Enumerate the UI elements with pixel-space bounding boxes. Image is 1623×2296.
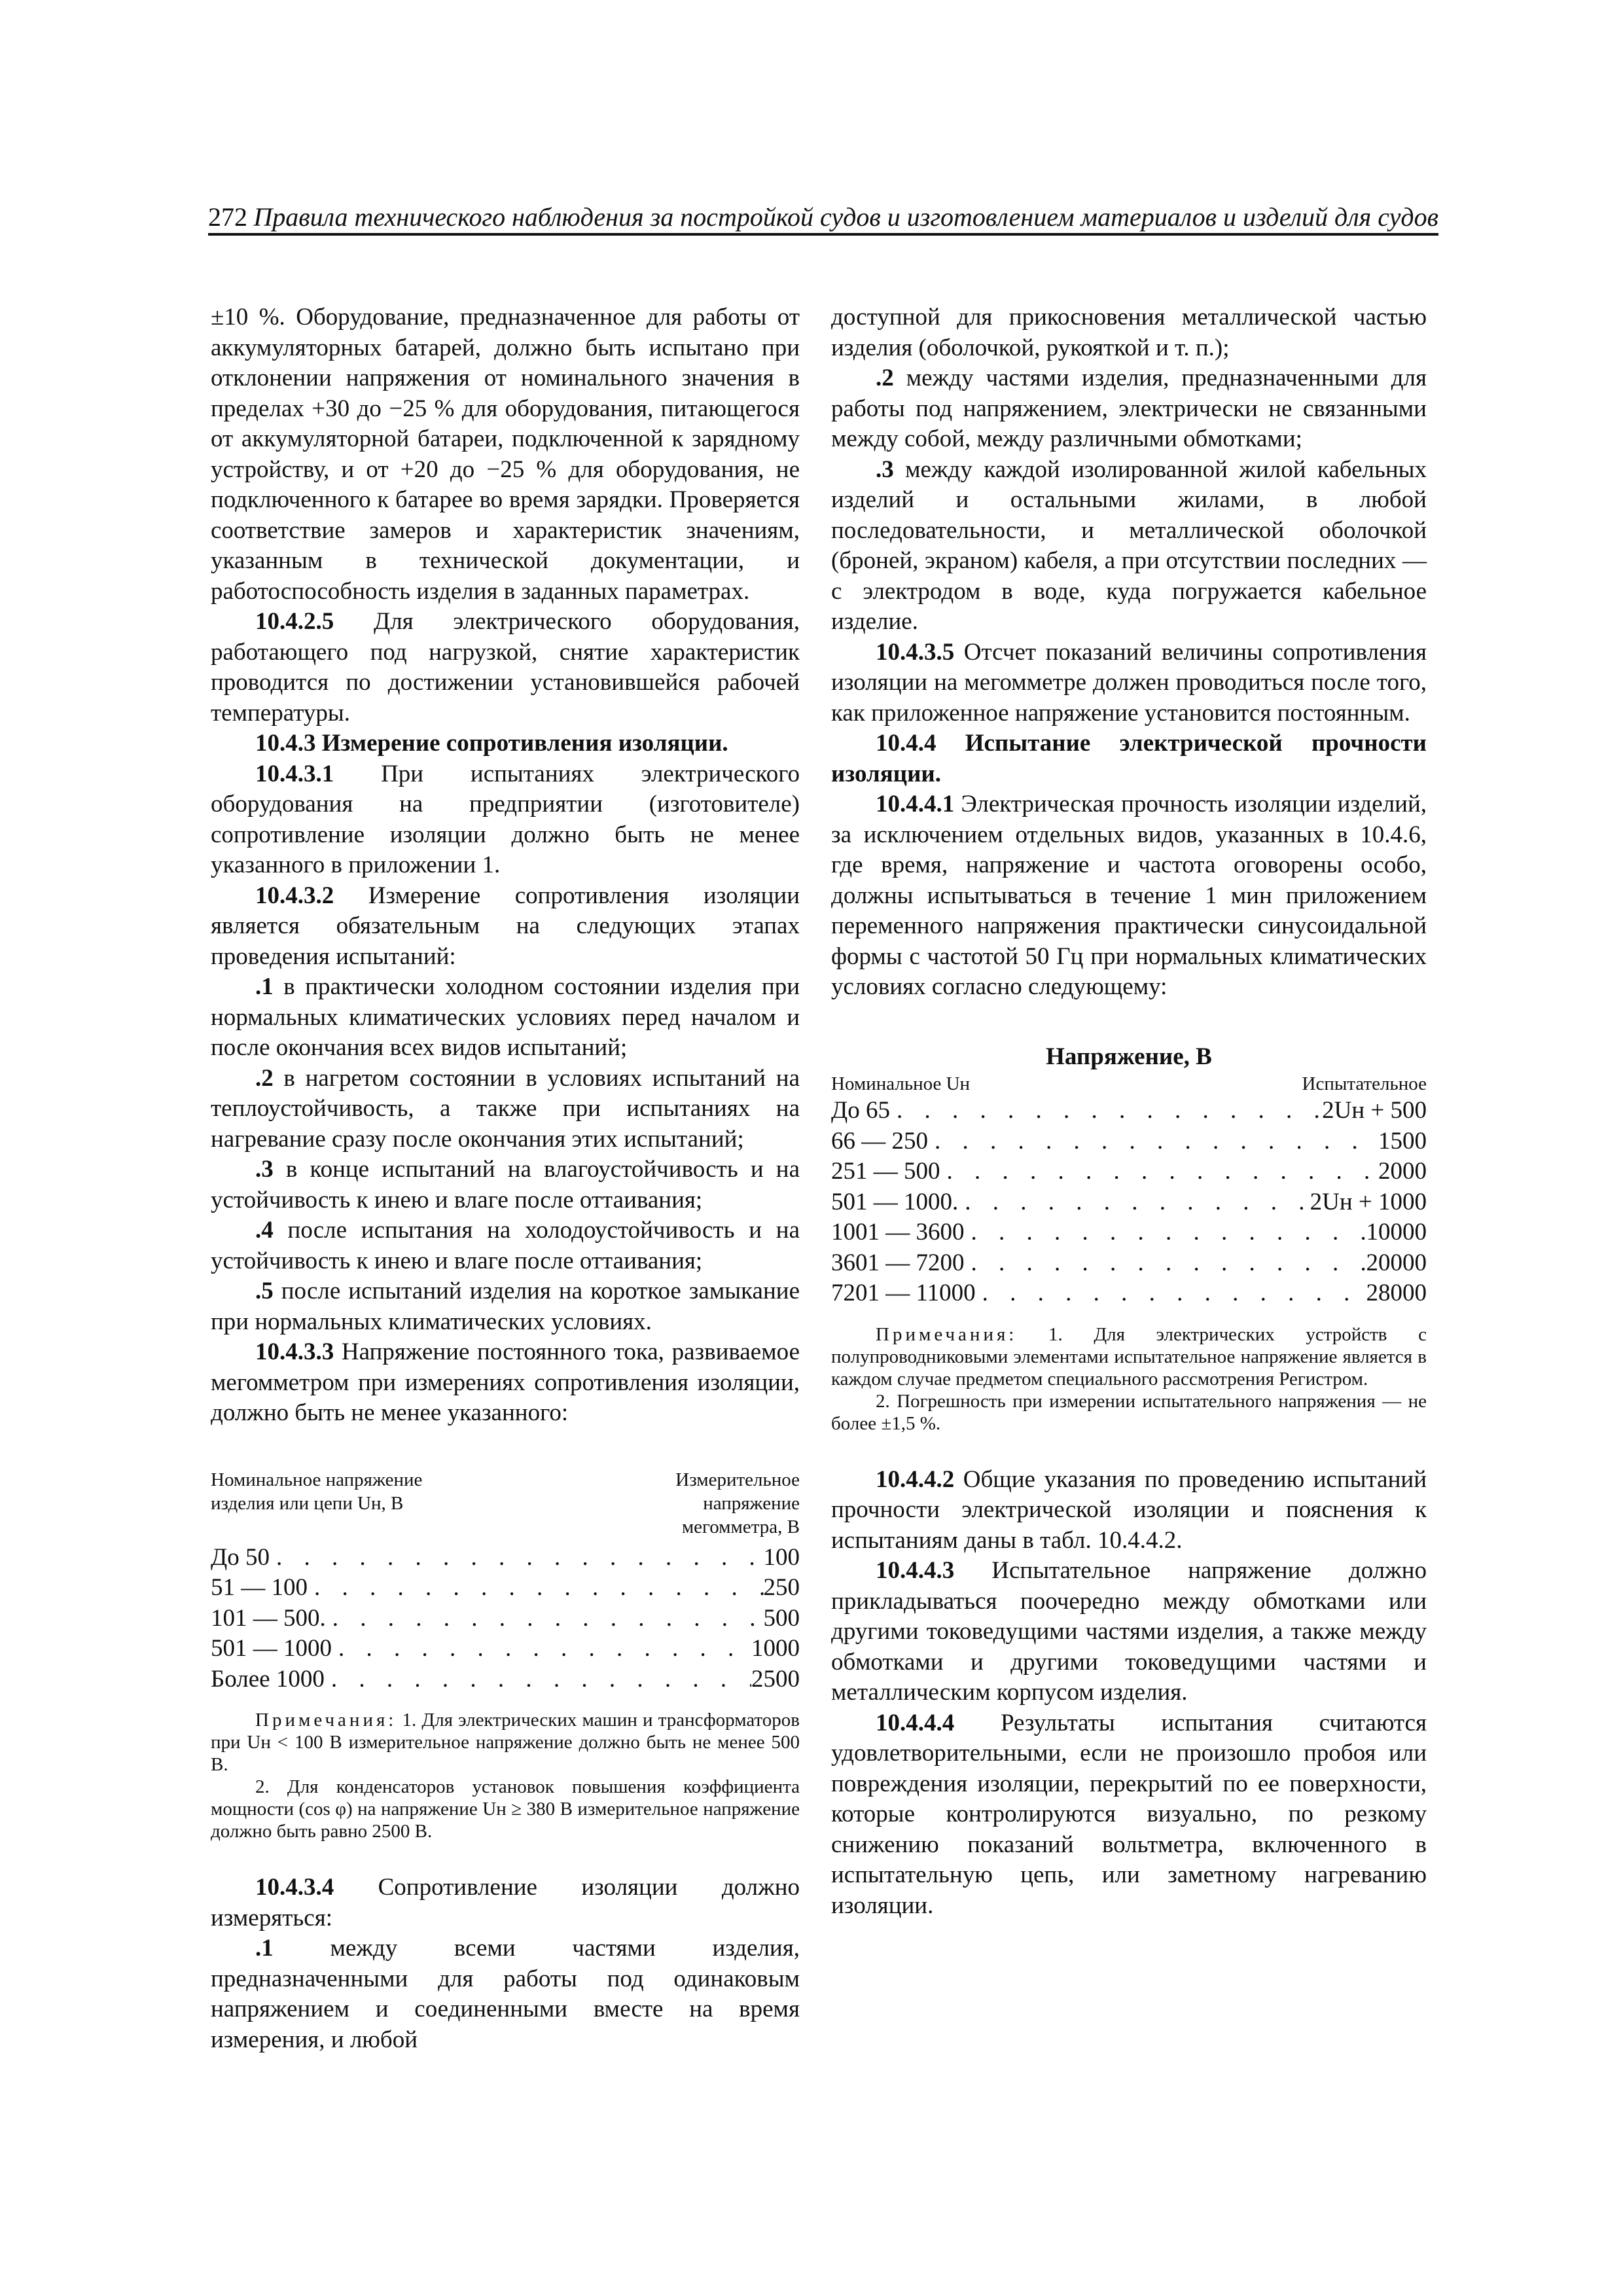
table-row: Более 1000 . . . 2500 xyxy=(211,1664,800,1695)
list-item: .4 после испытания на холодоустойчивость и на устойчивость к инею и влаге после оттаивания; xyxy=(211,1217,800,1274)
paragraph-10-4-3-3: 10.4.3.3 Напряжение постоянного тока, развиваемое мегомметром при измерениях сопротивления изоляции, должно быть не менее указанного: xyxy=(211,1338,800,1426)
paragraph-10-4-3-1: 10.4.3.1 При испытаниях электрического оборудования на предприятии (изготовителе) сопротивление изоляции должно быть не менее указанного в приложении 1. xyxy=(211,760,800,878)
megger-table xyxy=(211,1543,800,1695)
paragraph-10-4-3-5: 10.4.3.5 Отсчет показаний величины сопротивления изоляции на мегомметре должен проводиться после того, как приложенное напряжение установится постоянным. xyxy=(831,638,1427,726)
table-row: 101 — 500. . . . 500 xyxy=(211,1604,800,1634)
clause-number: 10.4.4.2 xyxy=(876,1465,955,1493)
table-row: 251 — 500 . . . 2000 xyxy=(831,1157,1427,1187)
clause-number: 10.4.4.3 xyxy=(876,1557,955,1584)
test-voltage-table xyxy=(831,1096,1427,1309)
clause-number: 10.4.3.5 xyxy=(876,638,955,666)
paragraph-10-4-4-1: 10.4.4.1 Электрическая прочность изоляции изделий, за исключением отдельных видов, указанных в 10.4.6, где время, напряжение и частота оговорены особо, должны испытываться в течение 1 мин приложением переменного напряжения практически синусоидальной формы с частотой 50 Гц при нормальных климатических условиях согласно следующему: xyxy=(831,791,1427,1000)
table-notes: Примечания: 1. Для электрических устройств с полупроводниковыми элементами испытательное напряжение является в каждом случае предметом специального рассмотрения Регистром. 2. Погрешность при измерении испытательного напряжения — не более ±1,5 %. xyxy=(831,1323,1427,1434)
table-notes: Примечания: 1. Для электрических машин и трансформаторов при Uн < 100 В измерительное напряжение должно быть не менее 500 В. 2. Для конденсаторов установок повышения коэффициента мощности (cos φ) на напряжение Uн ≥ 380 В измерительное напряжение должно быть равно 2500 В. xyxy=(211,1710,800,1842)
clause-number: 10.4.3.4 xyxy=(255,1874,334,1901)
clause-number: 10.4.3.1 xyxy=(255,760,334,787)
paragraph: ±10 %. Оборудование, предназначенное для работы от аккумуляторных батарей, должно быть испытано при отклонении напряжения от номинального значения в пределах +30 до −25 % для оборудования, питающегося от аккумуляторной батареи, подключенной к зарядному устройству, и от +20 до −25 % для оборудования, не подключенного к батарее во время зарядки. Проверяется соответствие замеров и характеристик значениям, указанным в технической документации, и работоспособность изделия в заданных параметрах. xyxy=(211,304,800,605)
list-item: .1 между всеми частями изделия, предназначенными для работы под одинаковым напряжением и соединенными вместе на время измерения, и любой xyxy=(211,1935,800,2053)
list-item: .5 после испытаний изделия на короткое замыкание при нормальных климатических условиях. xyxy=(211,1278,800,1335)
paragraph-10-4-4-4: 10.4.4.4 Результаты испытания считаются удовлетворительными, если не произошло пробоя или повреждения изоляции, перекрытий по ее поверхности, которые контролируются визуально, по резкому снижению показаний вольтметра, включенного в испытательную цепь, или заметному нагреванию изоляции. xyxy=(831,1709,1427,1919)
clause-number: 10.4.3.3 xyxy=(255,1338,334,1365)
list-item: .3 между каждой изолированной жилой кабельных изделий и остальными жилами, в любой последовательности, и металлической оболочкой (броней, экраном) кабеля, а при отсутствии последних — с электродом в воде, куда погружается кабельное изделие. xyxy=(831,456,1427,635)
table-row: 501 — 1000. . . . 2Uн + 1000 xyxy=(831,1187,1427,1218)
section-heading-10-4-4: 10.4.4 Испытание электрической прочности изоляции. xyxy=(831,730,1427,787)
test-voltage-table-title: Напряжение, В xyxy=(1046,1043,1212,1070)
left-column xyxy=(211,302,800,2055)
table-row: 51 — 100 . . . 250 xyxy=(211,1573,800,1604)
test-voltage-table-header: Номинальное Uн Испытательное xyxy=(831,1073,1427,1094)
page-header xyxy=(208,196,1438,234)
header-rule xyxy=(208,233,1438,236)
table-row: 7201 — 11000 . . . 28000 xyxy=(831,1278,1427,1309)
list-item: .2 между частями изделия, предназначенными для работы под напряжением, электрически не связанными между собой, между различными обмотками; xyxy=(831,365,1427,452)
table-row: До 50 . . . 100 xyxy=(211,1543,800,1573)
table-row: 66 — 250 . . . 1500 xyxy=(831,1126,1427,1157)
paragraph-10-4-2-5: 10.4.2.5 Для электрического оборудования, работающего под нагрузкой, снятие характеристик проводится по достижении установившейся рабочей температуры. xyxy=(211,608,800,726)
paragraph-10-4-4-3: 10.4.4.3 Испытательное напряжение должно прикладываться поочередно между обмотками или другими токоведущими частями изделия, а также между обмотками и другими токоведущими частями и металлическим корпусом изделия. xyxy=(831,1557,1427,1706)
list-item: .3 в конце испытаний на влагоустойчивость и на устойчивость к инею и влаге после оттаивания; xyxy=(211,1156,800,1213)
paragraph-10-4-3-2: 10.4.3.2 Измерение сопротивления изоляции является обязательным на следующих этапах проведения испытаний: xyxy=(211,882,800,970)
clause-number: 10.4.4.4 xyxy=(876,1709,955,1736)
megger-table-header: Номинальное напряжение изделия или цепи Uн, В Измерительное напряжение мегомметра, В xyxy=(211,1469,800,1537)
clause-number: 10.4.3.2 xyxy=(255,882,334,909)
list-item: .1 в практически холодном состоянии изделия при нормальных климатических условиях перед началом и после окончания всех видов испытаний; xyxy=(211,973,800,1061)
right-column xyxy=(831,302,1427,1921)
clause-number: 10.4.4.1 xyxy=(876,791,955,817)
table-row: 1001 — 3600 . . . 10000 xyxy=(831,1217,1427,1248)
clause-number: 10.4.2.5 xyxy=(255,608,334,635)
table-row: 501 — 1000 . . . 1000 xyxy=(211,1634,800,1664)
page-number: 272 xyxy=(208,202,247,232)
table-row: До 65 . . . 2Uн + 500 xyxy=(831,1096,1427,1126)
section-heading-10-4-3: 10.4.3 Измерение сопротивления изоляции. xyxy=(255,730,728,757)
table-row: 3601 — 7200 . . . 20000 xyxy=(831,1248,1427,1279)
paragraph: доступной для прикосновения металлической частью изделия (оболочкой, рукояткой и т. п.); xyxy=(831,304,1427,361)
list-item: .2 в нагретом состоянии в условиях испытаний на теплоустойчивость, а также при испытаниях на нагревание сразу после окончания этих испытаний; xyxy=(211,1064,800,1153)
running-title: Правила технического наблюдения за постройкой судов и изготовлением материалов и изделий для судов xyxy=(253,202,1438,232)
paragraph-10-4-4-2: 10.4.4.2 Общие указания по проведению испытаний прочности электрической изоляции и пояснения к испытаниям даны в табл. 10.4.4.2. xyxy=(831,1465,1427,1554)
paragraph-10-4-3-4: 10.4.3.4 Сопротивление изоляции должно измеряться: xyxy=(211,1874,800,1931)
